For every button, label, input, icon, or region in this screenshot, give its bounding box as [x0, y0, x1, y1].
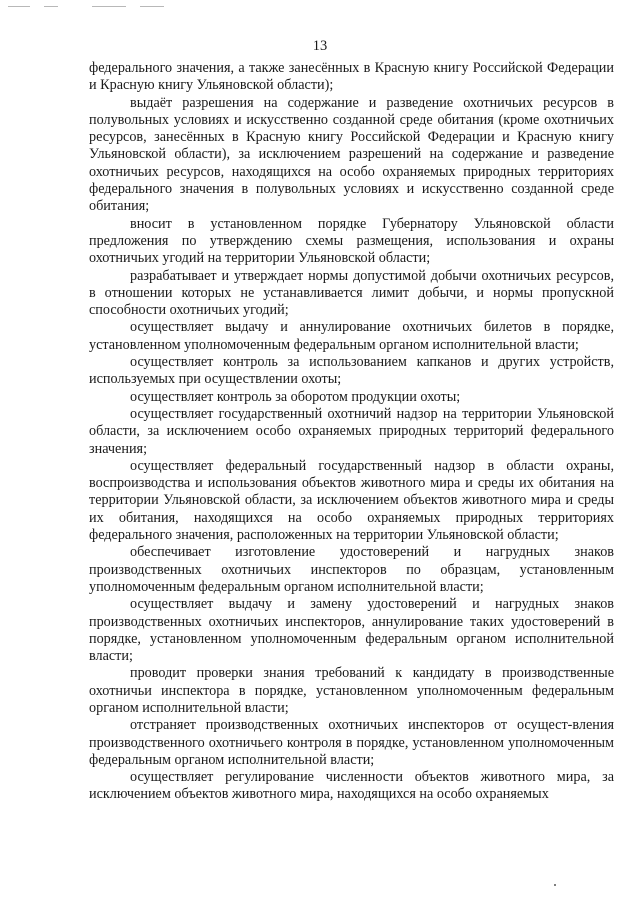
scan-artifacts [0, 6, 640, 14]
paragraph: вносит в установленном порядке Губернатору Ульяновской области предложения по утверждению схемы размещения, использования и охраны охотничьих угодий на территории Ульяновской области; [89, 215, 614, 267]
paragraph: осуществляет регулирование численности объектов животного мира, за исключением объектов животного мира, находящихся на особо охраняемых [89, 769, 614, 803]
paragraph: обеспечивает изготовление удостоверений и нагрудных знаков производственных охотничьих инспекторов по образцам, установленным уполномоченным федеральным органом исполнительной власти; [89, 544, 614, 595]
paragraph: отстраняет производственных охотничьих инспекторов от осущест-вления производственного охотничьего контроля в порядке, установленном уполномоченным федеральным органом исполнительной власти; [89, 717, 614, 768]
paragraph: проводит проверки знания требований к кандидату в производственные охотничьи инспектора в порядке, установленном уполномоченным федеральным органом исполнительной власти; [89, 665, 614, 716]
paragraph: осуществляет контроль за использованием капканов и других устройств, используемых при осуществлении охоты; [89, 354, 614, 388]
paragraph: осуществляет выдачу и замену удостоверений и нагрудных знаков производственных охотничьих инспекторов, аннулирование таких удостоверений в порядке, установленном уполномоченным федеральным органом исполнительной власти; [89, 596, 614, 665]
paragraph: разрабатывает и утверждает нормы допустимой добычи охотничьих ресурсов, в отношении которых не устанавливается лимит добычи, и нормы пропускной способности охотничьих угодий; [89, 267, 614, 319]
paragraph: осуществляет государственный охотничий надзор на территории Ульяновской области, за исключением особо охраняемых природных территорий федерального значения; [89, 405, 614, 457]
paragraph: осуществляет контроль за оборотом продукции охоты; [130, 388, 461, 405]
page-number: 13 [312, 38, 328, 54]
paragraph: федерального значения, а также занесённых в Красную книгу Российской Федерации и Красную книгу Ульяновской области); [89, 60, 614, 94]
scan-artifact [8, 6, 30, 7]
paragraph: выдаёт разрешения на содержание и разведение охотничьих ресурсов в полувольных условиях и искусственно созданной среде обитания (кроме охотничьих ресурсов, занесённых в Красную книгу Российской Федерации и Красную книгу Ульяновской области), за исключением разрешений на содержание и разведение охотничьих ресурсов, находящихся на особо охраняемых природных территориях федерального значения в полувольных условиях и искусственно созданной среде обитания; [89, 94, 614, 215]
scan-artifact [92, 6, 126, 7]
document-body [89, 60, 614, 804]
paragraph: осуществляет выдачу и аннулирование охотничьих билетов в порядке, установленном уполномоченным федеральным органом исполнительной власти; [89, 319, 614, 353]
paragraph: осуществляет федеральный государственный надзор в области охраны, воспроизводства и использования объектов животного мира и среды их обитания на территории Ульяновской области, за исключением объектов животного мира и среды их обитания, находящихся на особо охраняемых природных территориях федерального значения, расположенных на территории Ульяновской области; [89, 457, 614, 544]
scan-artifact [44, 6, 58, 7]
scan-speck [554, 884, 556, 886]
scan-artifact [140, 6, 164, 7]
